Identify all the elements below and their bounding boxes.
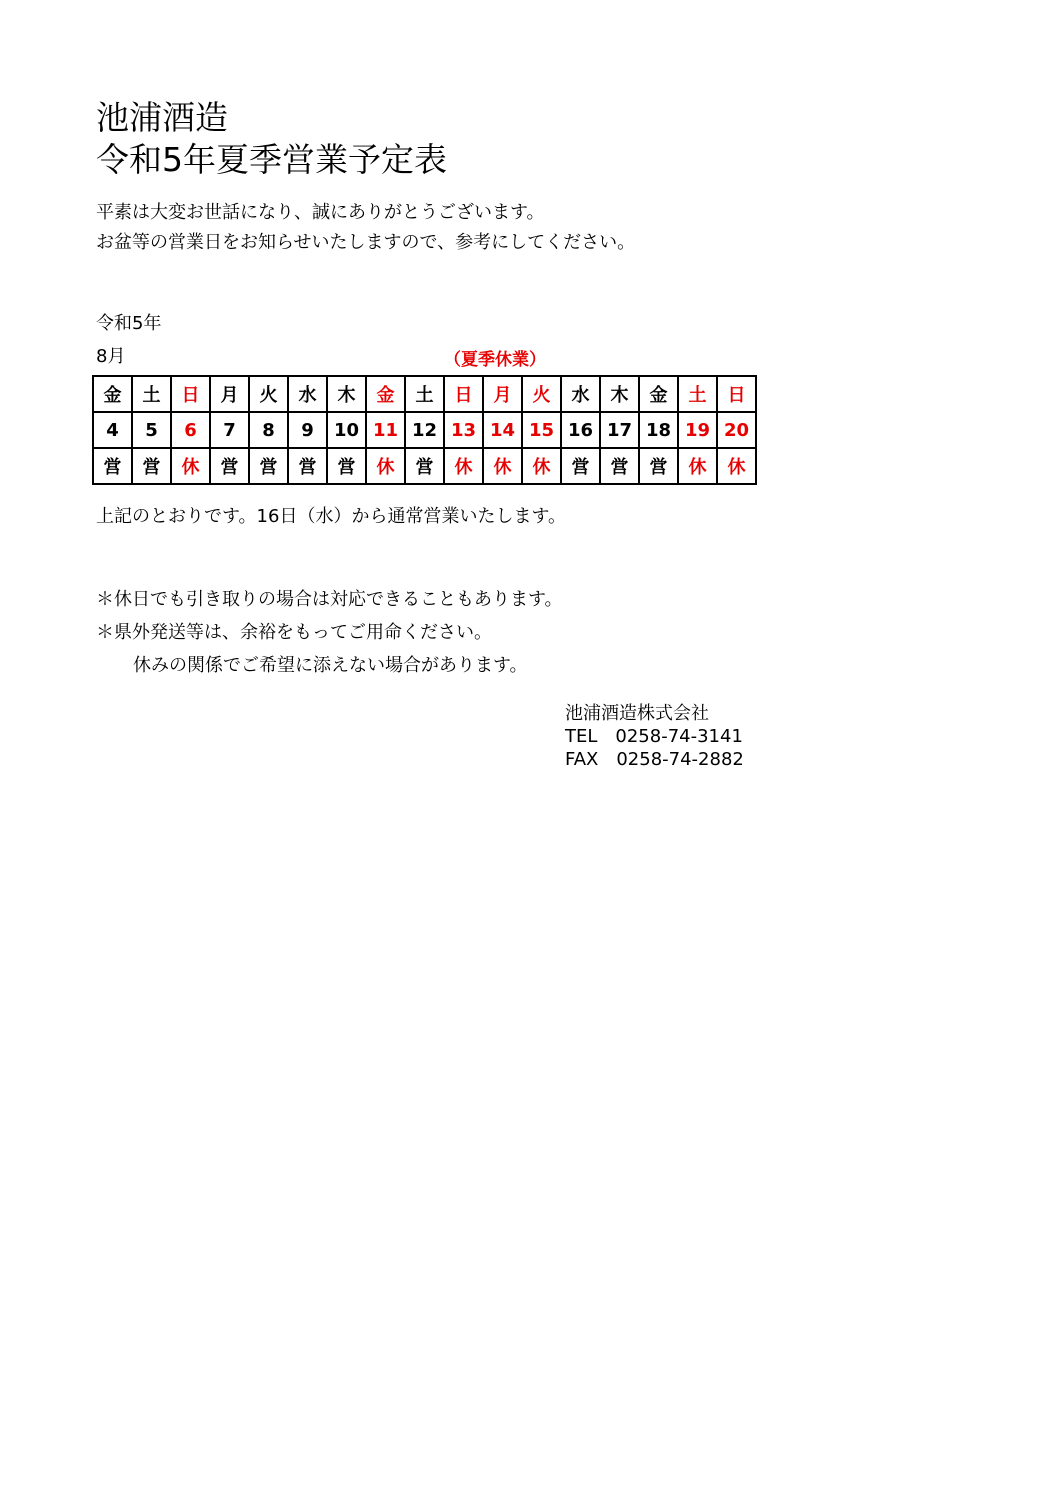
status-cell: 休 [483, 448, 522, 484]
weekday-cell: 土 [678, 376, 717, 412]
status-cell: 営 [561, 448, 600, 484]
weekday-cell: 月 [210, 376, 249, 412]
note-1: ＊休日でも引き取りの場合は対応できることもあります。 [96, 589, 563, 610]
date-cell: 15 [522, 412, 561, 448]
contact-fax: FAX 0258-74-2882 [565, 749, 744, 770]
weekday-cell: 日 [171, 376, 210, 412]
date-cell: 17 [600, 412, 639, 448]
summary-text: 上記のとおりです。16日（水）から通常営業いたします。 [96, 506, 567, 527]
summer-holiday-label: （夏季休業） [444, 350, 546, 370]
date-cell: 7 [210, 412, 249, 448]
date-cell: 4 [93, 412, 132, 448]
status-cell: 休 [366, 448, 405, 484]
date-cell: 19 [678, 412, 717, 448]
status-cell: 営 [405, 448, 444, 484]
date-cell: 12 [405, 412, 444, 448]
weekday-cell: 火 [249, 376, 288, 412]
date-cell: 16 [561, 412, 600, 448]
status-cell: 営 [93, 448, 132, 484]
date-cell: 14 [483, 412, 522, 448]
weekday-cell: 金 [366, 376, 405, 412]
weekday-cell: 木 [600, 376, 639, 412]
weekday-cell: 日 [717, 376, 756, 412]
status-cell: 営 [210, 448, 249, 484]
status-cell: 営 [249, 448, 288, 484]
date-cell: 20 [717, 412, 756, 448]
weekday-cell: 金 [639, 376, 678, 412]
intro-line-2: お盆等の営業日をお知らせいたしますので、参考にしてください。 [96, 232, 636, 253]
weekday-cell: 日 [444, 376, 483, 412]
status-cell: 営 [600, 448, 639, 484]
status-cell: 休 [717, 448, 756, 484]
weekday-row [93, 376, 756, 412]
era-year: 令和5年 [96, 313, 162, 334]
note-2: ＊県外発送等は、余裕をもってご用命ください。 [96, 622, 492, 643]
note-2-continued: 休みの関係でご希望に添えない場合があります。 [133, 655, 528, 676]
company-heading: 池浦酒造 [96, 98, 228, 137]
month-label: 8月 [96, 346, 126, 367]
intro-line-1: 平素は大変お世話になり、誠にありがとうございます。 [96, 202, 545, 223]
business-calendar [92, 375, 757, 485]
weekday-cell: 金 [93, 376, 132, 412]
contact-company: 池浦酒造株式会社 [565, 703, 709, 724]
date-cell: 13 [444, 412, 483, 448]
contact-tel: TEL 0258-74-3141 [565, 726, 743, 747]
weekday-cell: 月 [483, 376, 522, 412]
date-cell: 9 [288, 412, 327, 448]
date-row [93, 412, 756, 448]
status-cell: 休 [171, 448, 210, 484]
status-row [93, 448, 756, 484]
weekday-cell: 木 [327, 376, 366, 412]
date-cell: 8 [249, 412, 288, 448]
status-cell: 営 [639, 448, 678, 484]
weekday-cell: 土 [405, 376, 444, 412]
date-cell: 11 [366, 412, 405, 448]
weekday-cell: 水 [288, 376, 327, 412]
weekday-cell: 土 [132, 376, 171, 412]
weekday-cell: 水 [561, 376, 600, 412]
date-cell: 5 [132, 412, 171, 448]
weekday-cell: 火 [522, 376, 561, 412]
status-cell: 休 [522, 448, 561, 484]
status-cell: 営 [132, 448, 171, 484]
status-cell: 休 [444, 448, 483, 484]
date-cell: 18 [639, 412, 678, 448]
date-cell: 6 [171, 412, 210, 448]
status-cell: 営 [327, 448, 366, 484]
status-cell: 営 [288, 448, 327, 484]
date-cell: 10 [327, 412, 366, 448]
status-cell: 休 [678, 448, 717, 484]
page-title: 令和5年夏季営業予定表 [96, 140, 447, 179]
